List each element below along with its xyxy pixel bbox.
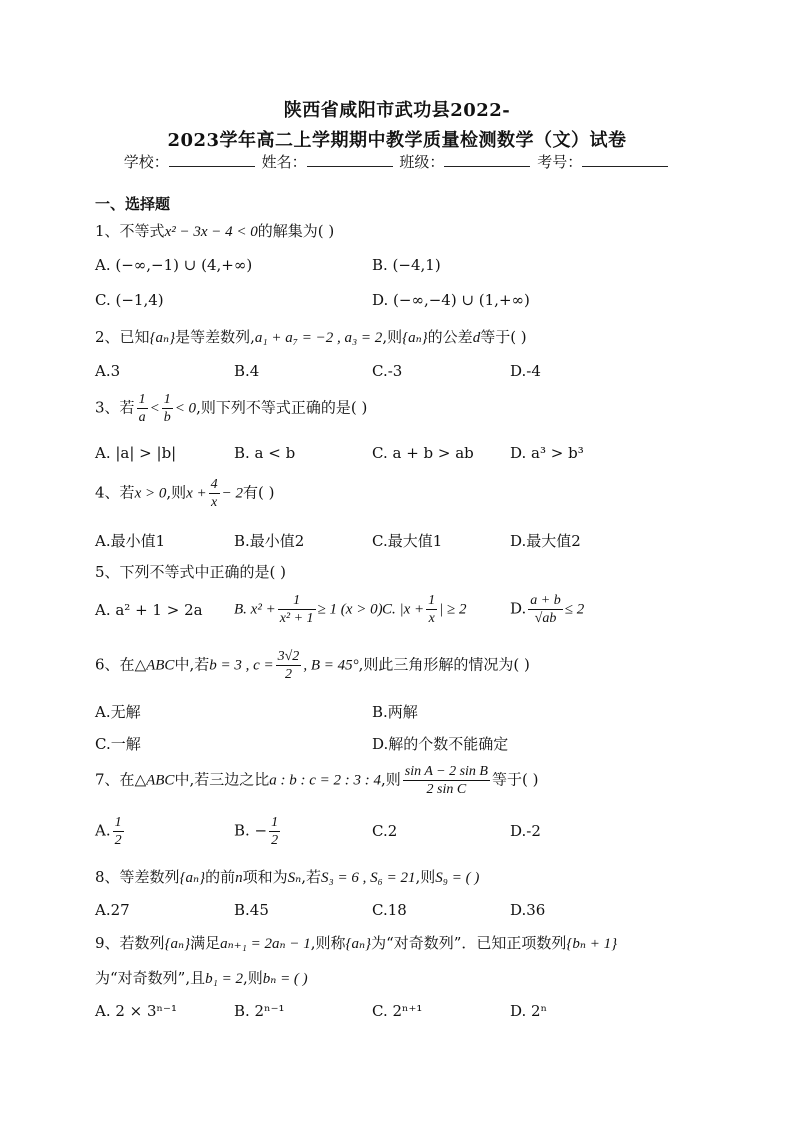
q6-option-a[interactable]: A.无解 xyxy=(95,703,141,721)
q2-option-d[interactable]: D.-4 xyxy=(510,362,541,380)
q8-option-c[interactable]: C.18 xyxy=(372,901,407,919)
q4-option-d[interactable]: D.最大值2 xyxy=(510,532,581,550)
q6-option-b[interactable]: B.两解 xyxy=(372,703,418,721)
school-label: 学校： xyxy=(123,153,169,171)
question-1: 1、不等式x² − 3x − 4 < 0的解集为( ) xyxy=(95,222,335,240)
class-label: 班级： xyxy=(399,153,445,171)
q9-option-a[interactable]: A. 2 × 3ⁿ⁻¹ xyxy=(95,1002,177,1020)
q6-option-c[interactable]: C.一解 xyxy=(95,735,141,753)
q4-option-c[interactable]: C.最大值1 xyxy=(372,532,443,550)
question-9-line2: 为“对奇数列”,且b₁ = 2,则bₙ = ( ) xyxy=(95,969,308,987)
q3-option-d[interactable]: D. a³ > b³ xyxy=(510,444,584,462)
q2-option-c[interactable]: C.-3 xyxy=(372,362,403,380)
q4-option-a[interactable]: A.最小值1 xyxy=(95,532,166,550)
q3-fraction-2: $\frac{1}{b}$ xyxy=(163,392,171,425)
q8-option-b[interactable]: B.45 xyxy=(234,901,269,919)
q3-fraction-1: $\frac{1}{a}$ xyxy=(138,392,146,425)
q4-option-b[interactable]: B.最小值2 xyxy=(234,532,305,550)
q3-option-a[interactable]: A. |a| > |b| xyxy=(95,444,177,462)
q2-option-a[interactable]: A.3 xyxy=(95,362,121,380)
q1-option-a[interactable]: A. (−∞,−1) ∪ (4,+∞) xyxy=(95,256,253,274)
q6-option-d[interactable]: D.解的个数不能确定 xyxy=(372,735,509,753)
question-7: 7、在△ABC中,若三边之比a : b : c = 2 : 3 : 4,则 $\frac{\text{sin A − 2 sin B}}{\text{2 sin C}}$ 等于( ) xyxy=(95,764,539,797)
question-5: 5、下列不等式中正确的是( ) xyxy=(95,563,287,581)
exam-number-blank[interactable] xyxy=(582,152,668,167)
question-8: 8、等差数列{aₙ}的前n项和为Sₙ,若S₃ = 6 , S₆ = 21,则S₉ = ( ) xyxy=(95,868,480,886)
question-2: 2、已知{aₙ}是等差数列,a₁ + a₇ = −2 , a₃ = 2,则{aₙ}的公差d等于( ) xyxy=(95,328,527,346)
q7-option-d[interactable]: D.-2 xyxy=(510,822,541,840)
class-blank[interactable] xyxy=(444,152,530,167)
q1-option-d[interactable]: D. (−∞,−4) ∪ (1,+∞) xyxy=(372,291,530,309)
q5-option-c[interactable]: C. |x + $\frac{1}{x}$ | ≥ 2 xyxy=(382,593,467,626)
student-info-row xyxy=(0,151,794,172)
q6-fraction: $\frac{3√2}{2}$ xyxy=(277,649,300,682)
q9-option-c[interactable]: C. 2ⁿ⁺¹ xyxy=(372,1002,423,1020)
q1-option-c[interactable]: C. (−1,4) xyxy=(95,291,164,309)
question-6: 6、在△ABC中,若b = 3 , c = $\frac{3√2}{2}$ , B = 45°,则此三角形解的情况为( ) xyxy=(95,649,530,682)
exam-number-label: 考号： xyxy=(537,153,583,171)
exam-title-line2: 2023学年高二上学期期中教学质量检测数学（文）试卷 xyxy=(167,130,627,151)
q5-option-d[interactable]: D. $\frac{a + b}{√ab}$ ≤ 2 xyxy=(510,593,585,626)
q2-option-b[interactable]: B.4 xyxy=(234,362,260,380)
q3-option-b[interactable]: B. a < b xyxy=(234,444,296,462)
q7-option-a[interactable]: A. $\frac{1}{2}$ xyxy=(95,815,122,848)
q5-option-a[interactable]: A. a² + 1 > 2a xyxy=(95,601,203,619)
q4-fraction: $\frac{4}{x}$ xyxy=(210,477,218,510)
name-blank[interactable] xyxy=(307,152,393,167)
question-4: 4、若x > 0,则x + $\frac{4}{x}$ − 2有( ) xyxy=(95,477,275,510)
q7-option-c[interactable]: C.2 xyxy=(372,822,398,840)
q5-option-b[interactable]: B. x² + $\frac{1}{\text{x² + 1}}$ ≥ 1 (x > 0) xyxy=(234,593,383,626)
q3-option-c[interactable]: C. a + b > ab xyxy=(372,444,474,462)
q9-option-d[interactable]: D. 2ⁿ xyxy=(510,1002,548,1020)
section-heading: 一、选择题 xyxy=(95,195,171,213)
q7-option-b[interactable]: B. − $\frac{1}{2}$ xyxy=(234,815,279,848)
q8-option-a[interactable]: A.27 xyxy=(95,901,130,919)
name-label: 姓名： xyxy=(261,153,307,171)
school-blank[interactable] xyxy=(169,152,255,167)
question-9: 9、若数列{aₙ}满足aₙ₊₁ = 2aₙ − 1,则称{aₙ}为“对奇数列”．已知正项数列{bₙ + 1} xyxy=(95,934,618,952)
question-3: 3、若 $\frac{1}{a}$ < $\frac{1}{b}$ < 0,则下列不等式正确的是( ) xyxy=(95,392,368,425)
q1-option-b[interactable]: B. (−4,1) xyxy=(372,256,441,274)
exam-title-line1: 陕西省咸阳市武功县2022- xyxy=(283,100,511,121)
q8-option-d[interactable]: D.36 xyxy=(510,901,546,919)
q7-fraction: $\frac{\text{sin A − 2 sin B}}{\text{2 sin C}}$ xyxy=(404,764,488,797)
q9-option-b[interactable]: B. 2ⁿ⁻¹ xyxy=(234,1002,285,1020)
